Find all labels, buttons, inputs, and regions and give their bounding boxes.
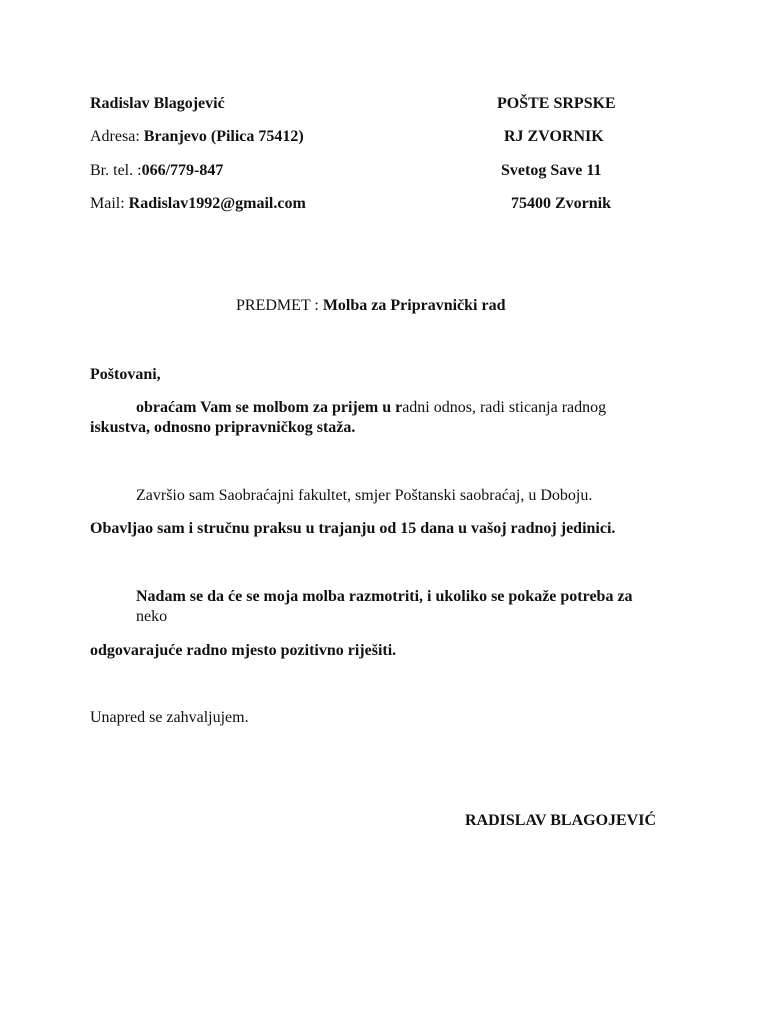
paragraph-1-line-2: iskustva, odnosno pripravničkog staža. bbox=[90, 419, 356, 436]
sender-mail bbox=[90, 194, 306, 214]
closing-line: Unapred se zahvaljujem. bbox=[90, 709, 249, 726]
subject-line bbox=[236, 296, 505, 316]
paragraph-1-line-1 bbox=[136, 398, 606, 418]
recipient-line-2: RJ ZVORNIK bbox=[504, 128, 604, 145]
sender-phone-value: 066/779-847 bbox=[141, 162, 224, 179]
sender-address bbox=[90, 127, 304, 147]
paragraph-2-line-2: Obavljao sam i stručnu praksu u trajanju od 15 dana u vašoj radnoj jedinici. bbox=[90, 520, 616, 537]
recipient-line-1: POŠTE SRPSKE bbox=[497, 95, 616, 112]
paragraph-2-line-1: Završio sam Saobraćajni fakultet, smjer Poštanski saobraćaj, u Doboju. bbox=[136, 487, 593, 504]
recipient-line-4: 75400 Zvornik bbox=[511, 195, 612, 212]
sender-mail-value: Radislav1992@gmail.com bbox=[128, 195, 306, 212]
sender-phone bbox=[90, 161, 223, 181]
recipient-line-3: Svetog Save 11 bbox=[501, 162, 602, 179]
paragraph-1-rest: adni odnos, radi sticanja radnog bbox=[402, 399, 607, 416]
signature: RADISLAV BLAGOJEVIĆ bbox=[465, 812, 657, 829]
sender-phone-label: Br. tel. : bbox=[90, 162, 142, 179]
sender-name: Radislav Blagojević bbox=[90, 95, 225, 112]
subject-label: PREDMET : bbox=[236, 297, 323, 314]
sender-address-label: Adresa: bbox=[90, 128, 144, 145]
subject-value: Molba za Pripravnički rad bbox=[322, 297, 506, 314]
paragraph-1-bold-start: obraćam Vam se molbom za prijem u r bbox=[136, 399, 403, 416]
paragraph-3-line-1: Nadam se da će se moja molba razmotriti, i ukoliko se pokaže potreba za bbox=[136, 588, 633, 605]
sender-address-value: Branjevo (Pilica 75412) bbox=[143, 128, 304, 145]
paragraph-3-line-2: neko bbox=[136, 608, 168, 625]
sender-mail-label: Mail: bbox=[90, 195, 129, 212]
paragraph-3-line-3: odgovarajuće radno mjesto pozitivno riješiti. bbox=[90, 642, 397, 659]
greeting: Poštovani, bbox=[90, 366, 161, 383]
